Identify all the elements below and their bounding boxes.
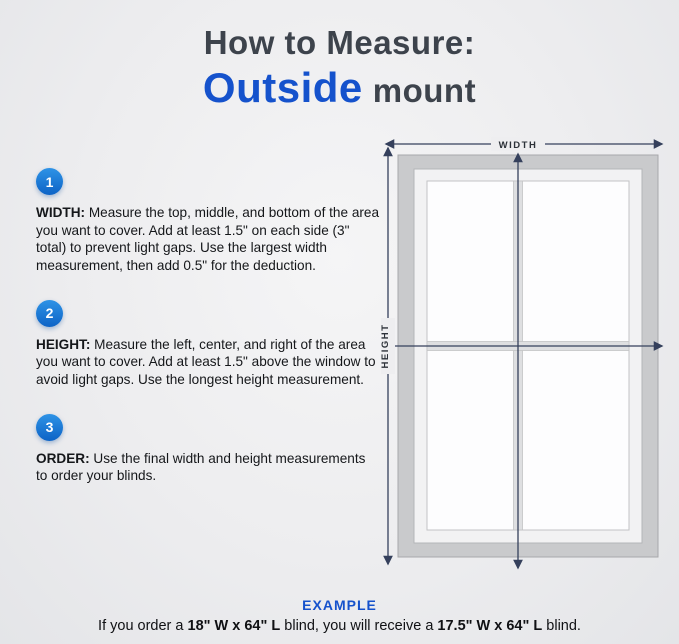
step-badge-1	[36, 168, 63, 195]
example-prefix: If you order a	[98, 618, 188, 634]
window-glass	[427, 181, 629, 530]
width-label: WIDTH	[498, 140, 538, 151]
example-text	[0, 618, 679, 634]
step-item-2	[36, 300, 380, 389]
height-label: HEIGHT	[380, 323, 391, 369]
example-middle: blind, you will receive a	[280, 618, 438, 634]
title-rest: mount	[372, 72, 477, 109]
step-body: Use the final width and height measurements to order your blinds.	[36, 450, 366, 484]
title-highlight: Outside	[202, 64, 363, 111]
step-body: Measure the left, center, and right of the area you want to cover. Add at least 1.5" above the window to avoid light gaps. Use the longest height measurement.	[36, 336, 376, 388]
step-label: ORDER:	[36, 450, 90, 466]
step-text-1	[36, 204, 380, 275]
step-number: 3	[45, 419, 54, 436]
step-badge-2	[36, 300, 63, 327]
step-badge-3	[36, 414, 63, 441]
window-diagram	[372, 130, 672, 582]
example-ordered-size: 18" W x 64" L	[187, 618, 281, 634]
step-number: 1	[45, 173, 54, 190]
title-line2	[0, 64, 679, 112]
title-line1: How to Measure:	[203, 24, 476, 61]
step-body: Measure the top, middle, and bottom of the area you want to cover. Add at least 1.5" on each side (3" total) to prevent light gaps. Use the largest width measurement, then add 0.5" for the deduction.	[36, 205, 380, 274]
example-received-size: 17.5" W x 64" L	[437, 618, 543, 634]
example-suffix: blind.	[542, 618, 581, 634]
window-illustration	[398, 155, 658, 557]
step-text-3	[36, 450, 380, 485]
step-label: WIDTH:	[36, 205, 86, 220]
steps-list	[36, 168, 380, 510]
step-item-3	[36, 414, 380, 485]
step-number: 2	[45, 305, 54, 322]
step-item-1	[36, 168, 380, 275]
page-title	[0, 24, 679, 112]
step-label: HEIGHT:	[36, 336, 91, 352]
step-text-2	[36, 336, 380, 389]
example-title: EXAMPLE	[302, 597, 377, 613]
example-section	[0, 597, 679, 634]
